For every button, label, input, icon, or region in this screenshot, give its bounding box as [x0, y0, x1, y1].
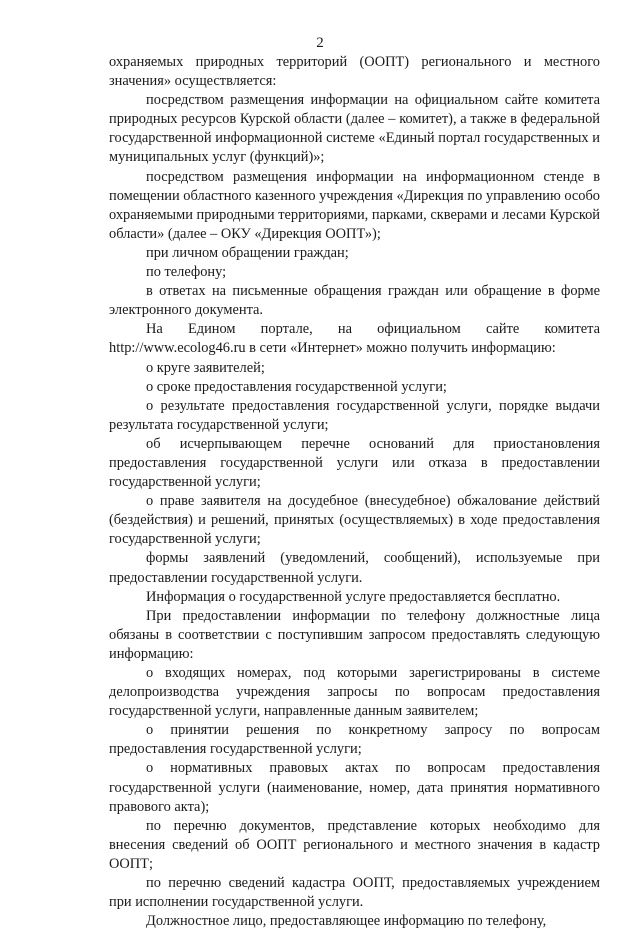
paragraph: о результате предоставления государственной услуги, порядке выдачи результата государственной услуги; — [109, 397, 600, 433]
page-number: 2 — [316, 35, 324, 51]
paragraph: Информация о государственной услуге предоставляется бесплатно. — [146, 588, 561, 605]
document-body — [109, 53, 600, 931]
paragraph: Должностное лицо, предоставляющее информацию по телефону, — [146, 913, 547, 930]
paragraph: по телефону; — [146, 264, 227, 281]
paragraph: об исчерпывающем перечне оснований для приостановления предоставления государственной услуги или отказа в предоставлении государственной услуги; — [109, 435, 600, 491]
paragraph: посредством размещения информации на официальном сайте комитета природных ресурсов Курской области (далее – комитет), а также в федеральной государственной информационной системе «Единый портал государственных и муниципальных услуг (функций)»; — [109, 92, 600, 166]
paragraph: о круге заявителей; — [146, 359, 265, 376]
paragraph: о принятии решения по конкретному запросу по вопросам предоставления государственной услуги; — [109, 722, 600, 758]
paragraph: посредством размещения информации на информационном стенде в помещении областного казенного учреждения «Дирекция по управлению особо охраняемыми природными территориями, парками, скверами и лесами Курской области» (далее – ОКУ «Дирекция ООПТ»); — [109, 168, 600, 242]
paragraph: по перечню документов, представление которых необходимо для внесения сведений об ООПТ регионального и местного значения в кадастр ООПТ; — [109, 817, 600, 872]
paragraph: в ответах на письменные обращения граждан или обращение в форме электронного документа. — [109, 283, 600, 319]
paragraph: о нормативных правовых актах по вопросам предоставления государственной услуги (наименование, номер, дата принятия нормативного правового акта); — [109, 760, 600, 815]
paragraph: формы заявлений (уведомлений, сообщений), используемые при предоставлении государственной услуги. — [109, 550, 600, 586]
paragraph: о праве заявителя на досудебное (внесудебное) обжалование действий (бездействия) и решений, принятых (осуществляемых) в ходе предоставления государственной услуги; — [109, 493, 600, 548]
paragraph: На Едином портале, на официальном сайте комитета http://www.ecolog46.ru в сети «Интернет» можно получить информацию: — [109, 321, 600, 357]
paragraph: о сроке предоставления государственной услуги; — [146, 378, 447, 395]
paragraph: по перечню сведений кадастра ООПТ, предоставляемых учреждением при исполнении государственной услуги. — [109, 875, 600, 911]
paragraph: о входящих номерах, под которыми зарегистрированы в системе делопроизводства учреждения запросы по вопросам предоставления государственной услуги, направленные данным заявителем; — [109, 665, 600, 720]
paragraph: охраняемых природных территорий (ООПТ) регионального и местного значения» осуществляется: — [109, 54, 600, 90]
paragraph: При предоставлении информации по телефону должностные лица обязаны в соответствии с поступившим запросом предоставлять следующую информацию: — [109, 607, 600, 662]
paragraph: при личном обращении граждан; — [146, 244, 349, 261]
